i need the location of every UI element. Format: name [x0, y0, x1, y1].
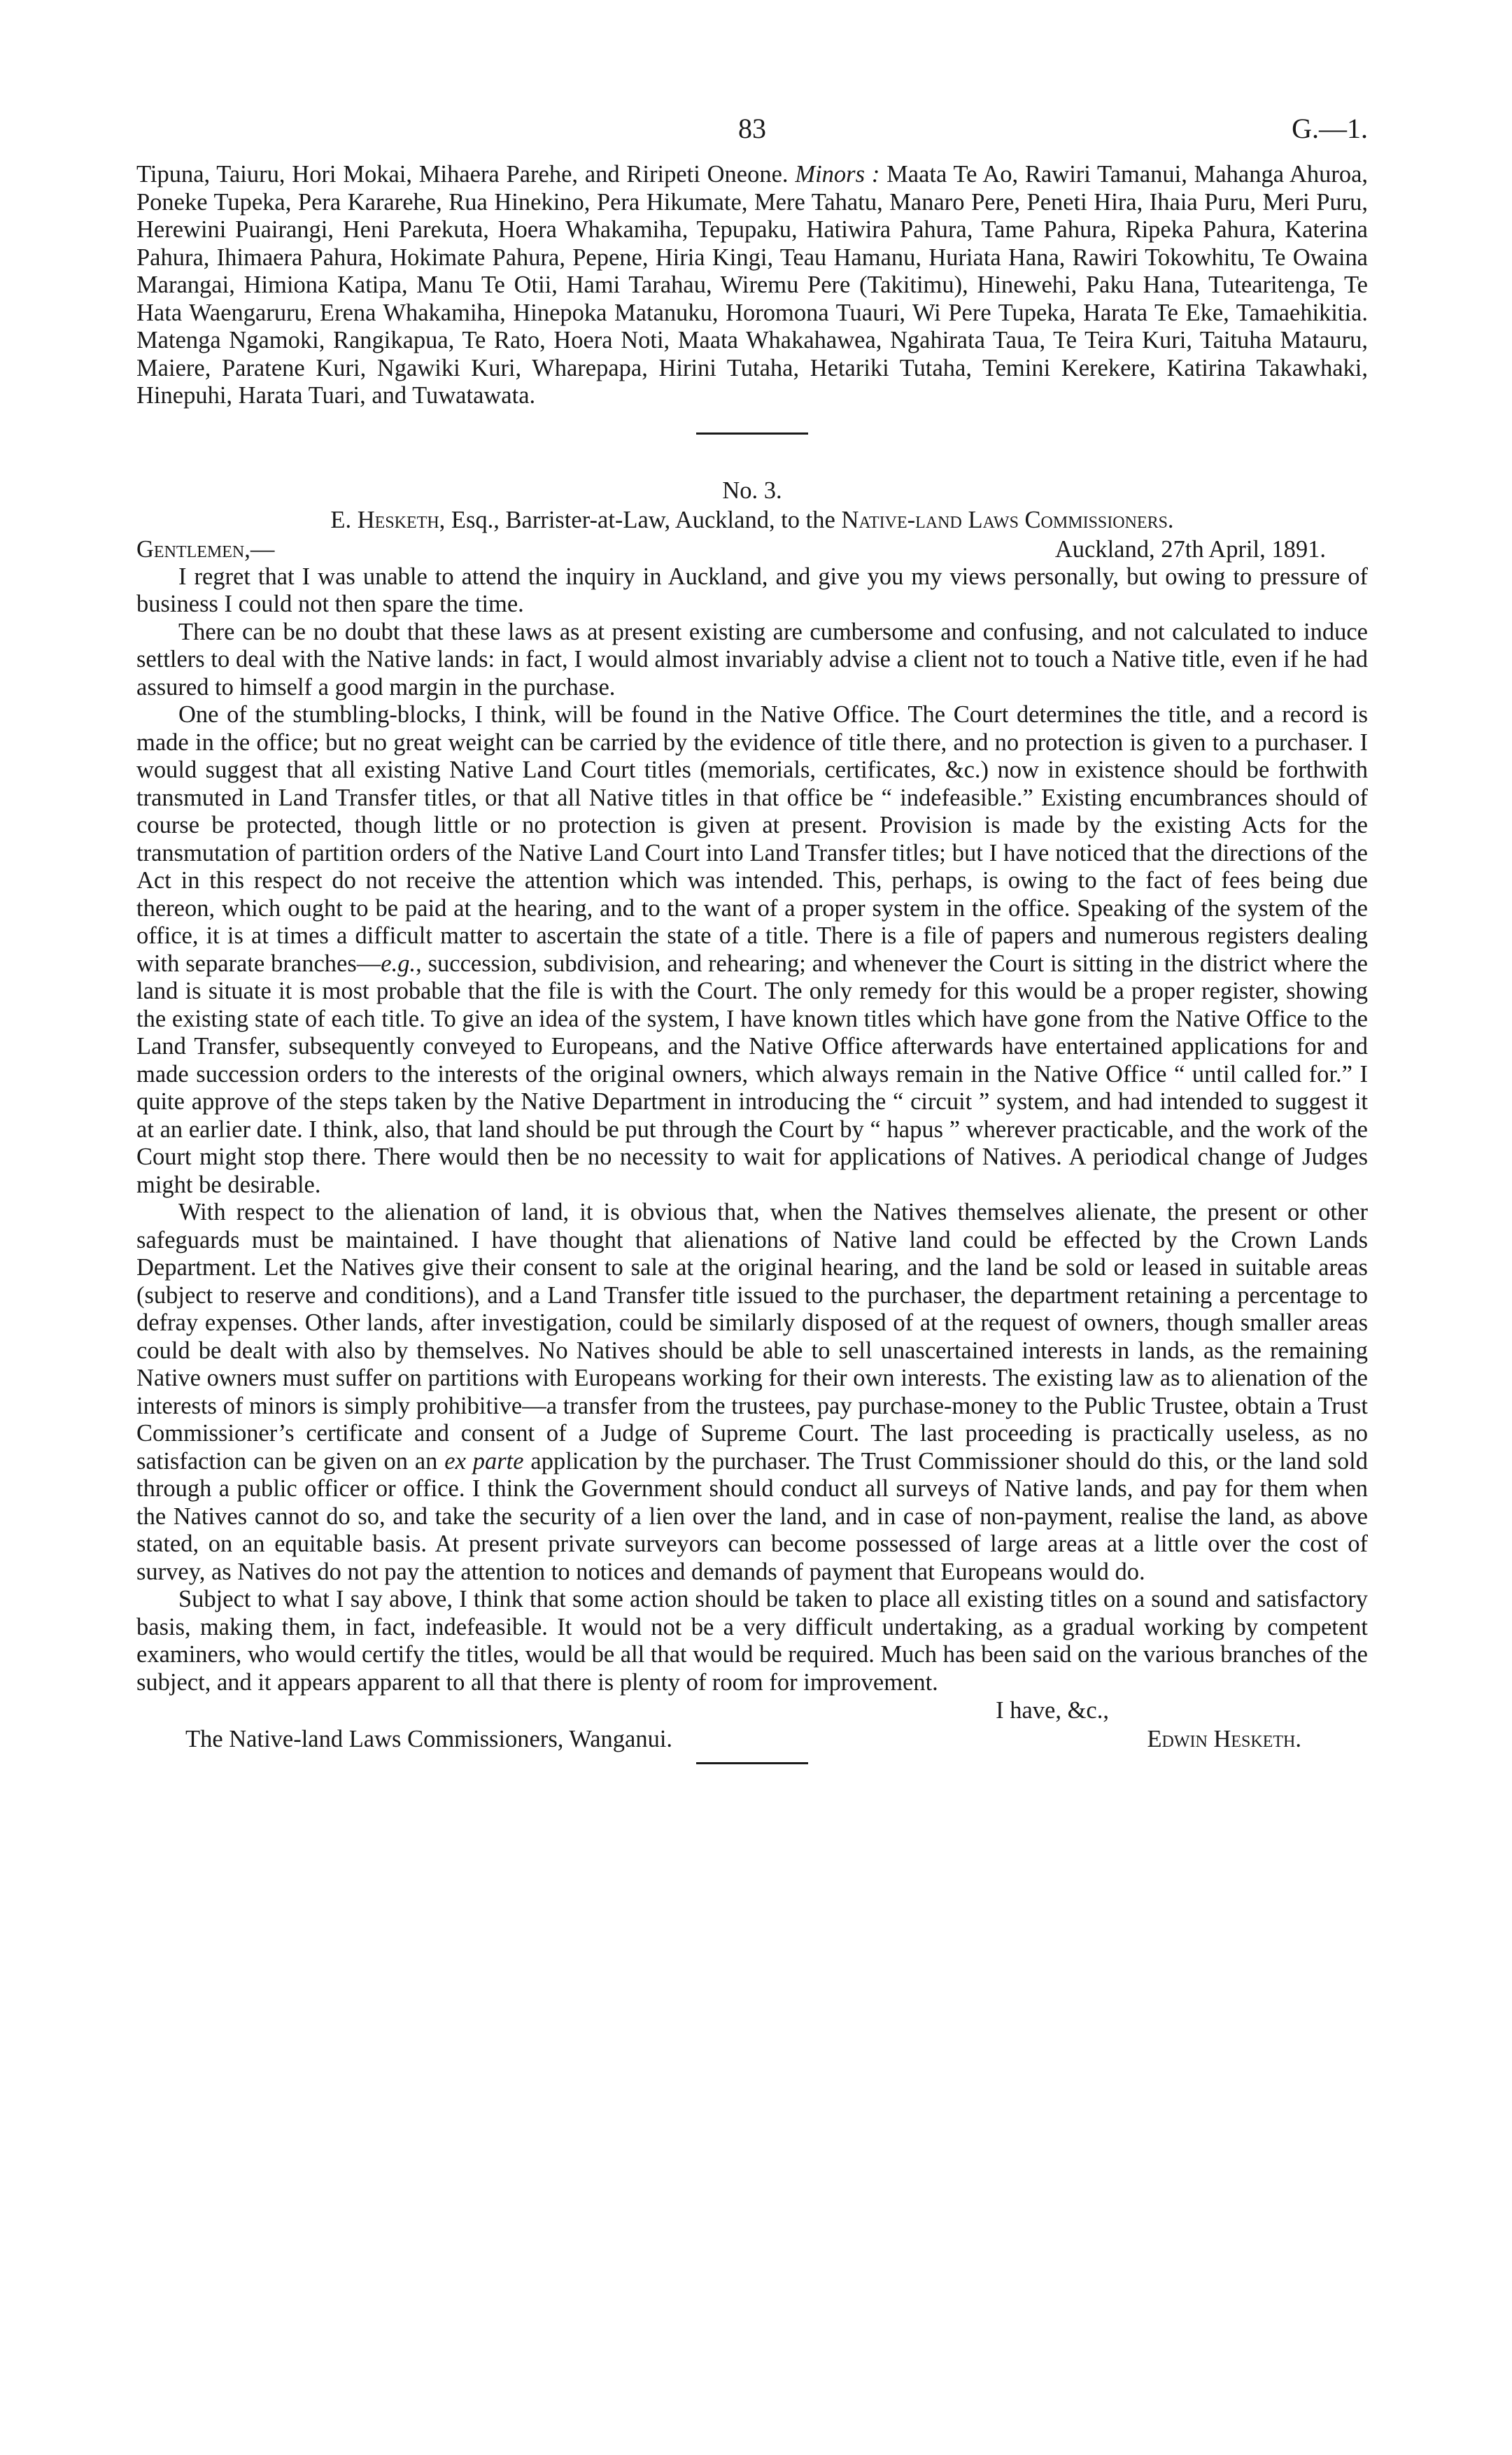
end-divider	[696, 1762, 808, 1764]
paragraph-2: There can be no doubt that these laws as at present existing are cumbersome and confusing, and not calculated to induce settlers to deal with the Native lands: in fact, I would almost invariably advise a client not to touch a Native title, even if he had assured to himself a good margin in the purchase.	[136, 618, 1368, 701]
paragraph-1: I regret that I was unable to attend the inquiry in Auckland, and give you my views personally, but owing to pressure of business I could not then spare the time.	[136, 563, 1368, 617]
paragraph-4-part-b: application by the purchaser. The Trust Commissioner should do this, or the land sold through a public officer or office. I think the Government should conduct all surveys of Native lands, and pay for them when the Natives cannot do so, and take the security of a lien over the land, and in case of non-payment, realise the land, as above stated, on an equitable basis. At present private surveyors can become possessed of large areas at a little over the cost of survey, as Natives do not pay the attention to notices and demands of payment that Europeans would do.	[136, 1447, 1369, 1585]
paragraph-4-part-a: With respect to the alienation of land, it is obvious that, when the Natives themselves alienate, the present or other safeguards must be maintained. I have thought that alienations of Native land could be effected by the Crown Lands Department. Let the Natives give their consent to sale at the original hearing, and the land be sold or leased in suitable areas (subject to reserve and conditions), and a Land Transfer title issued to the purchaser, the department retaining a percentage to defray expenses. Other lands, after investigation, could be similarly disposed of at the request of owners, though smaller areas could be dealt with also by themselves. No Natives should be able to sell unascertained interests in lands, as the remaining Native owners must suffer on partitions with Europeans working for their own interests. The existing law as to alienation of the interests of minors is simply prohibitive—a transfer from the trustees, pay purchase-money to the Public Trustee, obtain a Trust Commissioner’s certificate and consent of a Judge of Supreme Court. The last proceeding is practically useless, as no satisfaction can be given on an	[136, 1199, 1368, 1475]
document-page	[136, 112, 1368, 1764]
addressee: The Native-land Laws Commissioners, Wanganui.	[185, 1726, 673, 1752]
paragraph-3-part-a: One of the stumbling-blocks, I think, will be found in the Native Office. The Court determines the title, and a record is made in the office; but no great weight can be carried by the evidence of title there, and no protection is given to a purchaser. I would suggest that all existing Native Land Court titles (memorials, certificates, &c.) now in existence should be forthwith transmuted in Land Transfer titles, or that all Native titles in that office be “ indefeasible.” Existing encumbrances should of course be protected, though little or no protection is given at present. Provision is made by the existing Acts for the transmutation of partition orders of the Native Land Court into Land Transfer titles; but I have noticed that the directions of the Act in this respect do not receive the attention which was intended. This, perhaps, is owing to the fact of fees being due thereon, which ought to be paid at the hearing, and to the want of a proper system in the office. Speaking of the system of the office, it is at times a difficult matter to ascertain the state of a title. There is a file of papers and numerous registers dealing with separate branches—	[136, 701, 1368, 977]
signature: Edwin Hesketh.	[1147, 1726, 1301, 1752]
page-header	[136, 112, 1368, 161]
salutation-row	[136, 535, 1368, 563]
dateline: Auckland, 27th April, 1891.	[1054, 535, 1326, 563]
paragraph-3	[136, 701, 1368, 1199]
letter-title-middle: , Esq., Barrister-at-Law, Auckland, to the	[439, 506, 835, 533]
continued-text-after: Maata Te Ao, Rawiri Tamanui, Mahanga Ahuroa, Poneke Tupeka, Pera Kararehe, Rua Hinekino, Pera Hikumate, Mere Tahatu, Manaro Pere, Peneti Hira, Ihaia Puru, Meri Puru, Herewini Puairangi, Heni Parekuta, Hoera Whakamiha, Tepupaku, Hatiwira Pahura, Tame Pahura, Ripeka Pahura, Katerina Pahura, Ihimaera Pahura, Hokimate Pahura, Pepene, Hiria Kingi, Teau Hamanu, Huriata Hana, Rawiri Tokowhitu, Te Owaina Marangai, Himiona Katipa, Manu Te Otii, Hami Tarahau, Wiremu Pere (Takitimu), Hinewehi, Paku Hana, Tutearitenga, Te Hata Waengaruru, Erena Whakamiha, Hinepoka Matanuku, Horomona Tuauri, Wi Pere Tupeka, Harata Te Eke, Tamaehikitia. Matenga Ngamoki, Rangikapua, Te Rato, Hoera Noti, Maata Whakahawea, Ngahirata Taua, Te Teira Kuri, Taituha Matauru, Maiere, Paratene Kuri, Ngawiki Kuri, Wharepapa, Hirini Tutaha, Hetariki Tutaha, Temini Kerekere, Katirina Takawhaki, Hinepuhi, Harata Tuari, and Tuwatawata.	[136, 161, 1369, 409]
page-number: 83	[738, 113, 766, 144]
paragraph-3-part-b: , succession, subdivision, and rehearing; and whenever the Court is sitting in the district where the land is situate it is most probable that the file is with the Court. The only remedy for this would be a proper register, showing the existing state of each title. To give an idea of the system, I have known titles which have gone from the Native Office to the Land Transfer, subsequently conveyed to Europeans, and the Native Office afterwards have entertained applications for and made succession orders to the interests of the original owners, which always remain in the Native Office “ until called for.” I quite approve of the steps taken by the Native Department in introducing the “ circuit ” system, and had intended to suggest it at an earlier date. I think, also, that land should be put through the Court by “ hapus ” wherever practicable, and the work of the Court might stop there. There would then be no necessity to wait for applications of Natives. A periodical change of Judges might be desirable.	[136, 950, 1368, 1198]
ex-parte-phrase: ex parte	[444, 1447, 524, 1475]
paragraph-4	[136, 1199, 1368, 1586]
letter-author: E. Hesketh	[330, 506, 439, 533]
eg-abbreviation: e.g.	[381, 950, 416, 977]
continued-paragraph	[136, 161, 1368, 410]
signature-row	[136, 1724, 1368, 1754]
paragraph-5: Subject to what I say above, I think that some action should be taken to place all existing titles on a sound and satisfactory basis, making them, in fact, indefeasible. It would not be a very difficult undertaking, as a gradual working by competent examiners, who would certify the titles, would be all that would be required. Much has been said on the various branches of the subject, and it appears apparent to all that there is plenty of room for improvement.	[136, 1586, 1368, 1696]
letter-recipient: Native-land Laws Commissioners.	[841, 506, 1174, 533]
continued-text-before: Tipuna, Taiuru, Hori Mokai, Mihaera Parehe, and Riripeti Oneone.	[136, 161, 789, 188]
closing: I have, &c.,	[996, 1697, 1109, 1724]
minors-label: Minors :	[795, 161, 880, 188]
letter-number: No. 3.	[722, 477, 782, 504]
salutation: Gentlemen,—	[136, 535, 275, 563]
letter-title	[136, 505, 1368, 535]
series-reference: G.—1.	[1292, 113, 1368, 144]
section-divider	[696, 432, 808, 435]
